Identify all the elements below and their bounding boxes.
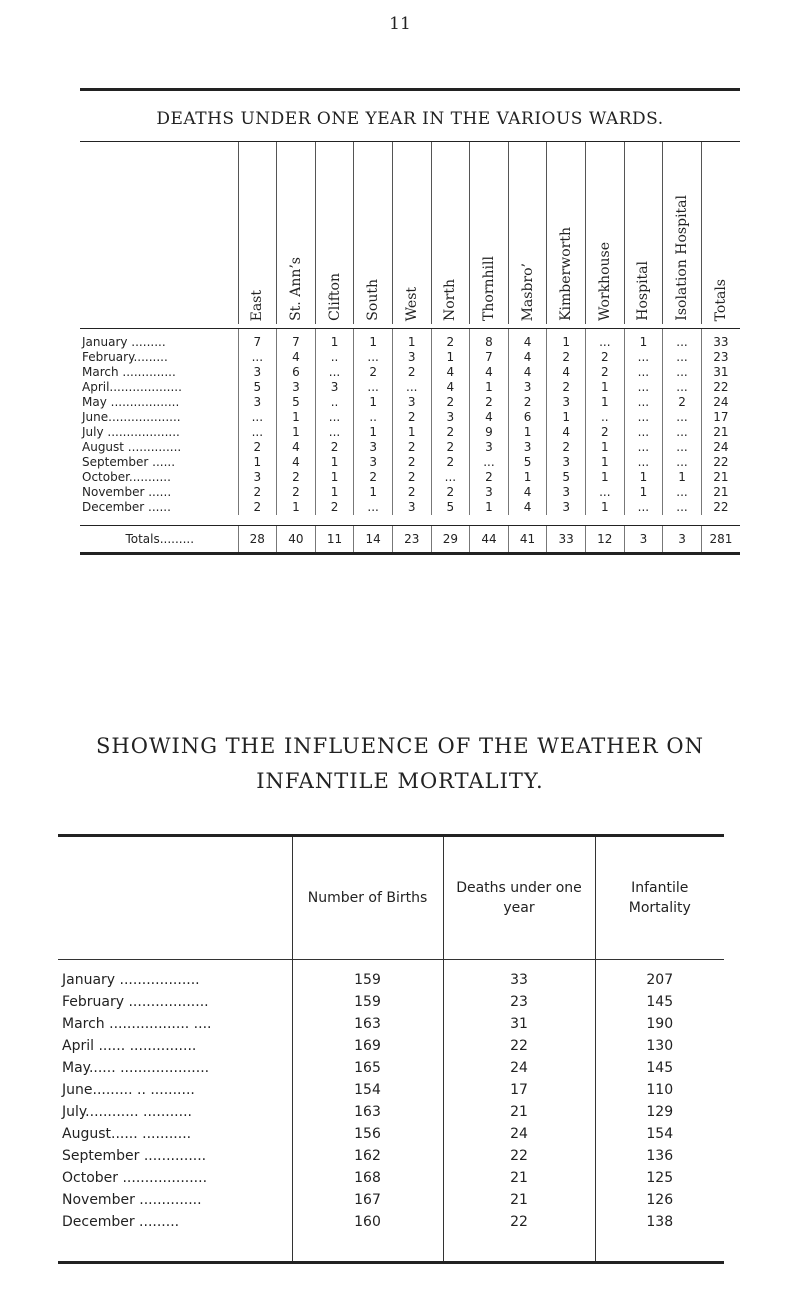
table-cell: ...: [624, 440, 663, 455]
table-cell: ...: [663, 455, 702, 470]
ward-rows: [80, 329, 740, 553]
table-cell: 1: [585, 440, 624, 455]
table-cell: 1: [277, 500, 316, 515]
table-cell: 1: [585, 380, 624, 395]
table-cell: 3: [547, 455, 586, 470]
table-cell: 2: [277, 485, 316, 500]
totals-cell: 28: [238, 526, 277, 553]
table-cell: 2: [315, 440, 354, 455]
table-cell: 6: [508, 410, 547, 425]
table-cell: 138: [595, 1211, 724, 1233]
ward-deaths-grid: [80, 142, 740, 552]
table-row: [58, 1101, 724, 1123]
table-cell: ...: [354, 500, 393, 515]
totals-cell: 3: [663, 526, 702, 553]
table-cell: ...: [624, 365, 663, 380]
month-label: January .........: [82, 335, 166, 349]
table-row: [80, 440, 740, 455]
table-cell: 31: [443, 1013, 595, 1035]
table-cell: 1: [470, 500, 509, 515]
totals-cell: 40: [277, 526, 316, 553]
month-label: November ..............: [62, 1192, 202, 1208]
table-row: [58, 1167, 724, 1189]
table-cell: 2: [547, 350, 586, 365]
table-cell: ...: [624, 500, 663, 515]
totals-cell: 12: [585, 526, 624, 553]
month-header: [58, 837, 292, 960]
ward-column-header: [701, 142, 740, 324]
ward-column-label: Hospital: [635, 261, 652, 321]
table-cell: 145: [595, 1057, 724, 1079]
table-cell: 1: [354, 395, 393, 410]
table-cell: 3: [470, 485, 509, 500]
table-cell: 1: [624, 485, 663, 500]
table-cell: 24: [443, 1057, 595, 1079]
table-cell: 2: [470, 395, 509, 410]
table-cell: 145: [595, 991, 724, 1013]
table-cell: 160: [292, 1211, 443, 1233]
table-cell: 154: [595, 1123, 724, 1145]
ward-column-header: [470, 142, 509, 324]
month-label: April...................: [82, 380, 182, 394]
ward-column-header: [315, 142, 354, 324]
totals-cell: 14: [354, 526, 393, 553]
table-cell: 2: [431, 425, 470, 440]
table-cell: 125: [595, 1167, 724, 1189]
table-cell: 22: [701, 500, 740, 515]
month-label: January ..................: [62, 972, 200, 988]
totals-cell: 281: [701, 526, 740, 553]
table-cell: 2: [392, 455, 431, 470]
month-label: September ......: [82, 455, 176, 469]
month-label: September ..............: [62, 1148, 207, 1164]
table-cell: 4: [547, 425, 586, 440]
table-cell: 162: [292, 1145, 443, 1167]
table-row: [58, 991, 724, 1013]
table-cell: 2: [277, 470, 316, 485]
table-cell: ..: [354, 410, 393, 425]
totals-cell: 41: [508, 526, 547, 553]
table-cell: 2: [392, 485, 431, 500]
table-cell: 21: [443, 1101, 595, 1123]
table-cell: 1: [585, 455, 624, 470]
table-cell: 1: [315, 470, 354, 485]
table-row: [80, 485, 740, 500]
table-cell: 2: [392, 440, 431, 455]
table-cell: ...: [315, 410, 354, 425]
ward-column-label: Workhouse: [596, 242, 613, 321]
table-cell: 4: [431, 365, 470, 380]
table-cell: 169: [292, 1035, 443, 1057]
table-cell: 163: [292, 1101, 443, 1123]
table-cell: 1: [585, 500, 624, 515]
table-cell: 1: [315, 329, 354, 351]
table-cell: 2: [585, 365, 624, 380]
table-cell: ...: [663, 485, 702, 500]
table-cell: 167: [292, 1189, 443, 1211]
table-cell: ...: [315, 425, 354, 440]
table-cell: 2: [431, 440, 470, 455]
table-cell: 2: [431, 329, 470, 351]
ward-column-header: [663, 142, 702, 324]
table-cell: ...: [624, 350, 663, 365]
table-cell: ...: [624, 380, 663, 395]
table-cell: 4: [470, 365, 509, 380]
table-cell: 3: [392, 500, 431, 515]
totals-cell: 29: [431, 526, 470, 553]
table-row: [80, 470, 740, 485]
table-cell: 9: [470, 425, 509, 440]
month-label: July ...................: [82, 425, 180, 439]
table-cell: 5: [508, 455, 547, 470]
table-cell: ...: [624, 425, 663, 440]
table-cell: 4: [508, 485, 547, 500]
table-cell: ...: [431, 470, 470, 485]
table-cell: 33: [443, 960, 595, 992]
table-cell: ...: [663, 329, 702, 351]
table-cell: 4: [277, 440, 316, 455]
table-cell: 2: [238, 485, 277, 500]
table-cell: 22: [443, 1145, 595, 1167]
table-cell: ...: [663, 410, 702, 425]
table-cell: 156: [292, 1123, 443, 1145]
table-cell: 4: [277, 350, 316, 365]
month-label: February.........: [82, 350, 168, 364]
table-cell: 3: [508, 380, 547, 395]
table-row: [58, 1189, 724, 1211]
table-cell: 2: [470, 470, 509, 485]
table-cell: 2: [585, 425, 624, 440]
table-row: [58, 1211, 724, 1233]
table-cell: 2: [392, 365, 431, 380]
table-cell: 159: [292, 991, 443, 1013]
table-row: [58, 1145, 724, 1167]
table-cell: ...: [663, 350, 702, 365]
table-cell: 159: [292, 960, 443, 992]
table-cell: 1: [315, 485, 354, 500]
table-cell: 31: [701, 365, 740, 380]
table-cell: 1: [354, 485, 393, 500]
table-row: [80, 410, 740, 425]
table-cell: 17: [701, 410, 740, 425]
page-number: 11: [389, 14, 411, 34]
totals-row: [80, 526, 740, 553]
table-cell: 2: [431, 455, 470, 470]
table-cell: 2: [354, 365, 393, 380]
month-label: March ..............: [82, 365, 176, 379]
table-cell: 2: [663, 395, 702, 410]
table-cell: 2: [508, 395, 547, 410]
table-cell: 1: [624, 470, 663, 485]
month-label: December .........: [62, 1214, 180, 1230]
month-label: October ...................: [62, 1170, 208, 1186]
totals-cell: 33: [547, 526, 586, 553]
month-label: June......... .. ..........: [62, 1082, 195, 1098]
table-cell: 165: [292, 1057, 443, 1079]
table-row: [58, 1057, 724, 1079]
table-row: [80, 365, 740, 380]
table-cell: 3: [238, 395, 277, 410]
table-cell: 1: [277, 425, 316, 440]
month-label: April ...... ...............: [62, 1038, 197, 1054]
month-label: July............ ...........: [62, 1104, 192, 1120]
table-cell: 110: [595, 1079, 724, 1101]
month-header: [80, 142, 238, 324]
table-cell: ...: [624, 410, 663, 425]
table-cell: 129: [595, 1101, 724, 1123]
table-cell: ...: [585, 329, 624, 351]
table-cell: ...: [470, 455, 509, 470]
table-cell: 3: [547, 485, 586, 500]
table-cell: 130: [595, 1035, 724, 1057]
table-cell: 4: [508, 500, 547, 515]
table-cell: ...: [663, 380, 702, 395]
totals-label: Totals.........: [80, 526, 238, 553]
month-label: February ..................: [62, 994, 209, 1010]
table-cell: 21: [443, 1167, 595, 1189]
table-cell: 2: [392, 410, 431, 425]
table-cell: 136: [595, 1145, 724, 1167]
table-cell: 190: [595, 1013, 724, 1035]
table-cell: 207: [595, 960, 724, 992]
table-cell: 1: [547, 410, 586, 425]
ward-column-label: Totals: [712, 278, 729, 321]
table-cell: ...: [354, 380, 393, 395]
table-cell: 2: [238, 500, 277, 515]
table-cell: 6: [277, 365, 316, 380]
ward-column-header: [585, 142, 624, 324]
table-cell: 3: [431, 410, 470, 425]
table-cell: 1: [277, 410, 316, 425]
table-row: [58, 1079, 724, 1101]
table-cell: 23: [701, 350, 740, 365]
table-cell: 21: [701, 425, 740, 440]
ward-column-header: [238, 142, 277, 324]
month-label: August...... ...........: [62, 1126, 192, 1142]
table-cell: 1: [392, 425, 431, 440]
deaths-header: Deaths under one year: [443, 837, 595, 960]
table-cell: 21: [701, 485, 740, 500]
table-row: [80, 425, 740, 440]
section-heading-line-1: SHOWING THE INFLUENCE OF THE WEATHER ON: [96, 734, 704, 758]
table-row: [80, 350, 740, 365]
table-cell: 2: [431, 395, 470, 410]
ward-column-header: [392, 142, 431, 324]
month-label: June...................: [82, 410, 181, 424]
ward-column-label: East: [249, 289, 266, 321]
table-cell: 2: [315, 500, 354, 515]
totals-cell: 44: [470, 526, 509, 553]
table-cell: 4: [431, 380, 470, 395]
ward-deaths-table: [80, 88, 740, 555]
section-heading-line-2: INFANTILE MORTALITY.: [256, 769, 544, 793]
ward-column-header: [508, 142, 547, 324]
month-label: May...... ....................: [62, 1060, 210, 1076]
table-cell: 5: [547, 470, 586, 485]
table-cell: ...: [238, 410, 277, 425]
table-cell: 2: [392, 470, 431, 485]
table-cell: 1: [624, 329, 663, 351]
table-cell: ...: [663, 425, 702, 440]
totals-cell: 11: [315, 526, 354, 553]
table-cell: 5: [431, 500, 470, 515]
table-cell: 1: [585, 470, 624, 485]
table-cell: ...: [392, 380, 431, 395]
table-cell: 1: [663, 470, 702, 485]
table-row: [80, 455, 740, 470]
table-cell: 1: [508, 425, 547, 440]
table-cell: 2: [547, 440, 586, 455]
ward-column-header: [547, 142, 586, 324]
table-cell: 2: [354, 470, 393, 485]
table-cell: 3: [392, 395, 431, 410]
births-header: Number of Births: [292, 837, 443, 960]
table-cell: 4: [470, 410, 509, 425]
ward-column-label: Isolation Hospital: [674, 195, 690, 321]
table-cell: 2: [585, 350, 624, 365]
table-cell: ..: [585, 410, 624, 425]
table-cell: ...: [663, 500, 702, 515]
ward-column-label: North: [442, 278, 459, 321]
table-cell: ...: [354, 350, 393, 365]
table-cell: 5: [238, 380, 277, 395]
ward-deaths-title: DEATHS UNDER ONE YEAR IN THE VARIOUS WARDS.: [80, 91, 740, 142]
table-cell: 4: [547, 365, 586, 380]
table-cell: 22: [701, 455, 740, 470]
table-cell: 168: [292, 1167, 443, 1189]
table-cell: 3: [238, 365, 277, 380]
month-label: August ..............: [82, 440, 182, 454]
table-cell: 1: [508, 470, 547, 485]
table-cell: 7: [470, 350, 509, 365]
mortality-header: Infantile Mortality: [595, 837, 724, 960]
table-cell: 126: [595, 1189, 724, 1211]
ward-column-label: St. Ann’s: [287, 257, 304, 321]
table-cell: 24: [701, 395, 740, 410]
table-row: [80, 500, 740, 515]
table-cell: 5: [277, 395, 316, 410]
table-cell: 7: [238, 329, 277, 351]
month-label: December ......: [82, 500, 171, 514]
table-row: [80, 329, 740, 351]
table-cell: ...: [238, 425, 277, 440]
table-cell: 1: [354, 425, 393, 440]
table-cell: 1: [470, 380, 509, 395]
table-cell: 4: [277, 455, 316, 470]
table-cell: 3: [315, 380, 354, 395]
table-cell: ...: [315, 365, 354, 380]
table-cell: ...: [663, 365, 702, 380]
month-label: March .................. ....: [62, 1016, 212, 1032]
table-cell: 4: [508, 365, 547, 380]
ward-column-header: [277, 142, 316, 324]
table-cell: 22: [443, 1035, 595, 1057]
ward-header-row: [80, 142, 740, 324]
table-cell: 3: [547, 500, 586, 515]
table-cell: 24: [443, 1123, 595, 1145]
table-cell: 1: [354, 329, 393, 351]
ward-column-label: West: [403, 286, 420, 321]
table-cell: 1: [431, 350, 470, 365]
table-cell: 1: [315, 455, 354, 470]
table-cell: ...: [624, 395, 663, 410]
table-cell: 1: [585, 395, 624, 410]
ward-column-header: [431, 142, 470, 324]
ward-column-label: Kimberworth: [558, 227, 575, 321]
table-cell: 22: [443, 1211, 595, 1233]
infant-mortality-grid: [58, 837, 724, 1261]
table-cell: 3: [470, 440, 509, 455]
table-cell: 154: [292, 1079, 443, 1101]
table-cell: 1: [547, 329, 586, 351]
table-cell: 3: [354, 455, 393, 470]
table-row: [58, 1123, 724, 1145]
table-row: [80, 395, 740, 410]
ward-column-header: [624, 142, 663, 324]
table-cell: 22: [701, 380, 740, 395]
infant-mortality-table: [58, 834, 724, 1264]
table-cell: ...: [238, 350, 277, 365]
table-cell: 1: [238, 455, 277, 470]
table-cell: 4: [508, 350, 547, 365]
table-cell: 21: [701, 470, 740, 485]
table-cell: 1: [392, 329, 431, 351]
ward-column-label: Clifton: [326, 273, 343, 321]
table-cell: 3: [277, 380, 316, 395]
table-cell: 3: [392, 350, 431, 365]
table-cell: ..: [315, 395, 354, 410]
ward-column-label: Masbro’: [519, 262, 536, 321]
table-cell: ..: [315, 350, 354, 365]
totals-cell: 23: [392, 526, 431, 553]
ward-column-header: [354, 142, 393, 324]
table-cell: ...: [663, 440, 702, 455]
table-cell: 21: [443, 1189, 595, 1211]
table-cell: 23: [443, 991, 595, 1013]
table-row: [58, 960, 724, 992]
table-cell: 163: [292, 1013, 443, 1035]
month-label: October...........: [82, 470, 171, 484]
table-cell: ...: [624, 455, 663, 470]
ward-column-label: Thornhill: [480, 256, 497, 321]
table-cell: 17: [443, 1079, 595, 1101]
table-cell: 4: [508, 329, 547, 351]
table-cell: 3: [238, 470, 277, 485]
table-cell: 8: [470, 329, 509, 351]
mortality-header-row: [58, 837, 724, 960]
table-cell: 2: [431, 485, 470, 500]
month-label: May ..................: [82, 395, 180, 409]
table-cell: 3: [508, 440, 547, 455]
table-cell: 33: [701, 329, 740, 351]
table-cell: ...: [585, 485, 624, 500]
table-row: [58, 1013, 724, 1035]
table-row: [80, 380, 740, 395]
table-cell: 7: [277, 329, 316, 351]
table-cell: 3: [547, 395, 586, 410]
month-label: November ......: [82, 485, 172, 499]
table-cell: 2: [547, 380, 586, 395]
table-cell: 2: [238, 440, 277, 455]
table-cell: 3: [354, 440, 393, 455]
table-cell: 24: [701, 440, 740, 455]
ward-column-label: South: [365, 279, 382, 321]
table-row: [58, 1035, 724, 1057]
mortality-rows: [58, 960, 724, 1262]
totals-cell: 3: [624, 526, 663, 553]
